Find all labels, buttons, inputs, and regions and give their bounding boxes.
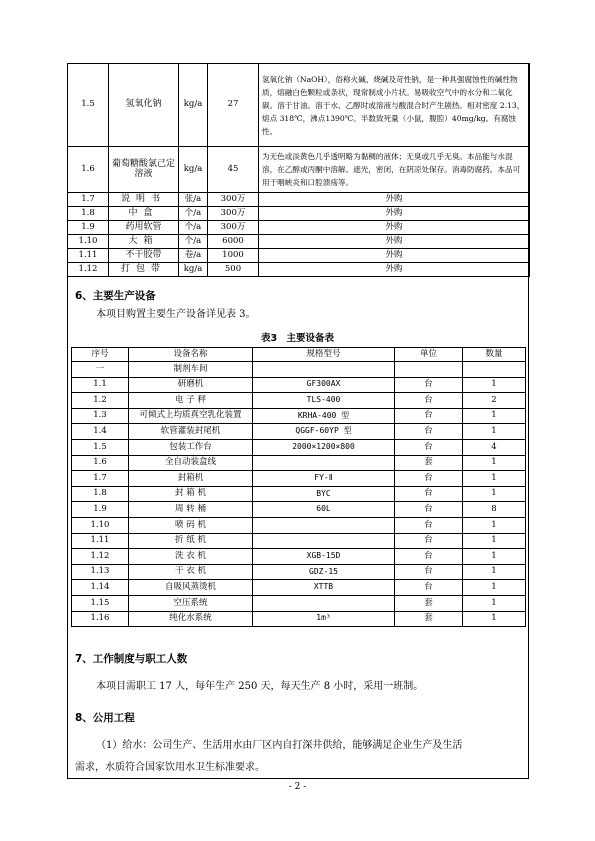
equipment-row [72, 502, 526, 518]
equipment-no: 1.12 [72, 549, 129, 565]
equipment-row [72, 549, 526, 565]
equipment-no: 1.5 [72, 439, 129, 455]
equipment-name: 干 衣 机 [129, 564, 253, 580]
equipment-no: 1.7 [72, 471, 129, 487]
equipment-header-cell: 设备名称 [129, 348, 253, 362]
equipment-model: QGGF-60YP 型 [253, 424, 395, 440]
equipment-no: 1.14 [72, 580, 129, 596]
material-qty: 300万 [208, 221, 259, 235]
material-row [68, 263, 530, 277]
material-name: 葡萄糖酸氯己定溶液 [109, 147, 179, 193]
equipment-row [72, 564, 526, 580]
equipment-name: 软管灌装封尾机 [129, 424, 253, 440]
equipment-no: 1.3 [72, 408, 129, 424]
equipment-unit: 台 [395, 502, 463, 518]
material-no: 1.5 [68, 64, 109, 147]
equipment-unit: 台 [395, 486, 463, 502]
equipment-no: 1.11 [72, 533, 129, 549]
equipment-unit: 台 [395, 471, 463, 487]
equipment-row [72, 486, 526, 502]
equipment-qty: 1 [463, 424, 526, 440]
equipment-no: 1.13 [72, 564, 129, 580]
equipment-header-cell: 序号 [72, 348, 129, 362]
material-name: 大箱 [109, 235, 179, 249]
equipment-qty: 8 [463, 502, 526, 518]
equipment-row [72, 439, 526, 455]
equipment-name: 空压系统 [129, 595, 253, 611]
equipment-row [72, 517, 526, 533]
equipment-model [253, 517, 395, 533]
equipment-header-cell: 数量 [463, 348, 526, 362]
equipment-unit: 台 [395, 580, 463, 596]
equipment-model [253, 362, 395, 378]
material-desc: 外购 [259, 249, 530, 263]
equipment-model: 1m³ [253, 611, 395, 627]
equipment-unit: 套 [395, 611, 463, 627]
equipment-name: 周 转 桶 [129, 502, 253, 518]
section-6-heading: 6、主要生产设备 [75, 290, 156, 302]
page-number: - 2 - [288, 782, 307, 792]
equipment-name: 纯化水系统 [129, 611, 253, 627]
material-name: 打包带 [109, 263, 179, 277]
equipment-model: BYC [253, 486, 395, 502]
material-unit: kg/a [179, 64, 208, 147]
equipment-name: 自吸风蒸烫机 [129, 580, 253, 596]
equipment-qty: 1 [463, 486, 526, 502]
equipment-row [72, 362, 526, 378]
equipment-unit: 台 [395, 408, 463, 424]
section-8-heading: 8、公用工程 [75, 712, 135, 724]
material-no: 1.10 [68, 235, 109, 249]
material-row [68, 193, 530, 207]
equipment-no: 1.9 [72, 502, 129, 518]
material-no: 1.7 [68, 193, 109, 207]
material-no: 1.12 [68, 263, 109, 277]
equipment-qty: 1 [463, 611, 526, 627]
equipment-name: 电 子 秤 [129, 393, 253, 409]
equipment-unit: 套 [395, 595, 463, 611]
equipment-no: 1.16 [72, 611, 129, 627]
equipment-model [253, 455, 395, 471]
equipment-name: 折 纸 机 [129, 533, 253, 549]
equipment-qty: 1 [463, 408, 526, 424]
section-6-text: 本项目购置主要生产设备详见表 3。 [96, 309, 256, 320]
equipment-unit: 台 [395, 517, 463, 533]
material-desc: 外购 [259, 207, 530, 221]
equipment-qty: 4 [463, 439, 526, 455]
equipment-qty [463, 362, 526, 378]
equipment-qty: 1 [463, 580, 526, 596]
equipment-name: 封箱机 [129, 471, 253, 487]
equipment-unit: 台 [395, 533, 463, 549]
equipment-unit: 台 [395, 377, 463, 393]
equipment-unit [395, 362, 463, 378]
material-qty: 27 [208, 64, 259, 147]
equipment-unit: 台 [395, 424, 463, 440]
equipment-qty: 1 [463, 564, 526, 580]
section-7-heading: 7、工作制度与职工人数 [75, 653, 188, 665]
material-row [68, 64, 530, 147]
equipment-row [72, 471, 526, 487]
equipment-name: 研磨机 [129, 377, 253, 393]
equipment-qty: 1 [463, 455, 526, 471]
material-row [68, 235, 530, 249]
equipment-model: TLS-400 [253, 393, 395, 409]
material-qty: 500 [208, 263, 259, 277]
equipment-no: 1.2 [72, 393, 129, 409]
equipment-name: 全自动装盒线 [129, 455, 253, 471]
material-row [68, 147, 530, 193]
material-desc: 氢氧化钠（NaOH），俗称火碱、烧碱及苛性钠，是一种具强腐蚀性的碱性物质，熔融白色颗粒或条状，现常制成小片状。易吸收空气中的水分和二氧化碳。溶于甘油。溶于水、乙醇时或溶液与酸混合时产生剧热。相对密度 2.13，熔点 318℃，沸点1390℃。半数致死量（小鼠，腹腔）40mg/kg。有腐蚀性。 [259, 64, 530, 147]
equipment-no: 1.4 [72, 424, 129, 440]
equipment-model: 60L [253, 502, 395, 518]
equipment-qty: 1 [463, 517, 526, 533]
equipment-no: 1.15 [72, 595, 129, 611]
material-no: 1.11 [68, 249, 109, 263]
equipment-model [253, 595, 395, 611]
equipment-row [72, 424, 526, 440]
material-qty: 300万 [208, 193, 259, 207]
equipment-unit: 套 [395, 455, 463, 471]
material-name: 氢氧化钠 [109, 64, 179, 147]
material-qty: 6000 [208, 235, 259, 249]
equipment-name: 洗 衣 机 [129, 549, 253, 565]
materials-table [67, 63, 530, 277]
material-desc: 外购 [259, 221, 530, 235]
equipment-qty: 1 [463, 549, 526, 565]
equipment-model: FY-Ⅱ [253, 471, 395, 487]
equipment-qty: 1 [463, 471, 526, 487]
equipment-row [72, 408, 526, 424]
material-name: 说明书 [109, 193, 179, 207]
equipment-no: 1.10 [72, 517, 129, 533]
equipment-qty: 2 [463, 393, 526, 409]
equipment-model [253, 533, 395, 549]
material-unit: 个/a [179, 221, 208, 235]
table-3-caption: 表3 主要设备表 [260, 333, 335, 344]
equipment-no: 1.6 [72, 455, 129, 471]
equipment-name: 包装工作台 [129, 439, 253, 455]
material-desc: 外购 [259, 235, 530, 249]
material-row [68, 249, 530, 263]
material-name: 不干胶带 [109, 249, 179, 263]
equipment-model: XGB-15D [253, 549, 395, 565]
material-desc: 为无色或淡黄色几乎透明略为黏稠的液体；无臭或几乎无臭。本品能与水混溶，在乙醇或丙酮中溶解。遮光，密闭，在阴凉处保存。消毒防腐药。本品可用于咽峡炎和口腔溃疡等。 [259, 147, 530, 193]
equipment-no: 1.1 [72, 377, 129, 393]
equipment-header-cell: 规格型号 [253, 348, 395, 362]
material-unit: kg/a [179, 263, 208, 277]
material-name: 中盒 [109, 207, 179, 221]
equipment-model: KRHA-400 型 [253, 408, 395, 424]
equipment-no: 一 [72, 362, 129, 378]
equipment-row [72, 595, 526, 611]
material-unit: 卷/a [179, 249, 208, 263]
equipment-model: GDZ-15 [253, 564, 395, 580]
equipment-model: XTTB [253, 580, 395, 596]
material-qty: 1000 [208, 249, 259, 263]
equipment-unit: 台 [395, 564, 463, 580]
material-desc: 外购 [259, 193, 530, 207]
equipment-name: 喷 码 机 [129, 517, 253, 533]
equipment-header-row [72, 348, 526, 362]
equipment-row [72, 533, 526, 549]
material-unit: kg/a [179, 147, 208, 193]
material-row [68, 221, 530, 235]
equipment-name: 封 箱 机 [129, 486, 253, 502]
equipment-qty: 1 [463, 595, 526, 611]
material-unit: 个/a [179, 235, 208, 249]
equipment-table [71, 347, 526, 627]
equipment-no: 1.8 [72, 486, 129, 502]
material-row [68, 207, 530, 221]
material-no: 1.6 [68, 147, 109, 193]
equipment-unit: 台 [395, 393, 463, 409]
material-unit: 个/a [179, 207, 208, 221]
material-no: 1.9 [68, 221, 109, 235]
material-qty: 300万 [208, 207, 259, 221]
equipment-row [72, 580, 526, 596]
material-qty: 45 [208, 147, 259, 193]
material-unit: 张/a [179, 193, 208, 207]
equipment-model: 2000×1200×800 [253, 439, 395, 455]
equipment-header-cell: 单位 [395, 348, 463, 362]
equipment-row [72, 377, 526, 393]
material-desc: 外购 [259, 263, 530, 277]
section-8-text-line1: （1）给水：公司生产、生活用水由厂区内自打深井供给，能够满足企业生产及生活 [96, 740, 463, 751]
equipment-name: 可倾式上均质真空乳化装置 [129, 408, 253, 424]
equipment-row [72, 393, 526, 409]
equipment-unit: 台 [395, 549, 463, 565]
equipment-name: 制剂车间 [129, 362, 253, 378]
equipment-qty: 1 [463, 377, 526, 393]
section-8-text-line2: 需求，水质符合国家饮用水卫生标准要求。 [75, 762, 265, 773]
equipment-qty: 1 [463, 533, 526, 549]
equipment-row [72, 455, 526, 471]
equipment-unit: 台 [395, 439, 463, 455]
material-name: 药用软管 [109, 221, 179, 235]
section-7-text: 本项目需职工 17 人，每年生产 250 天，每天生产 8 小时，采用一班制。 [96, 681, 424, 692]
material-no: 1.8 [68, 207, 109, 221]
equipment-model: GF300AX [253, 377, 395, 393]
equipment-row [72, 611, 526, 627]
